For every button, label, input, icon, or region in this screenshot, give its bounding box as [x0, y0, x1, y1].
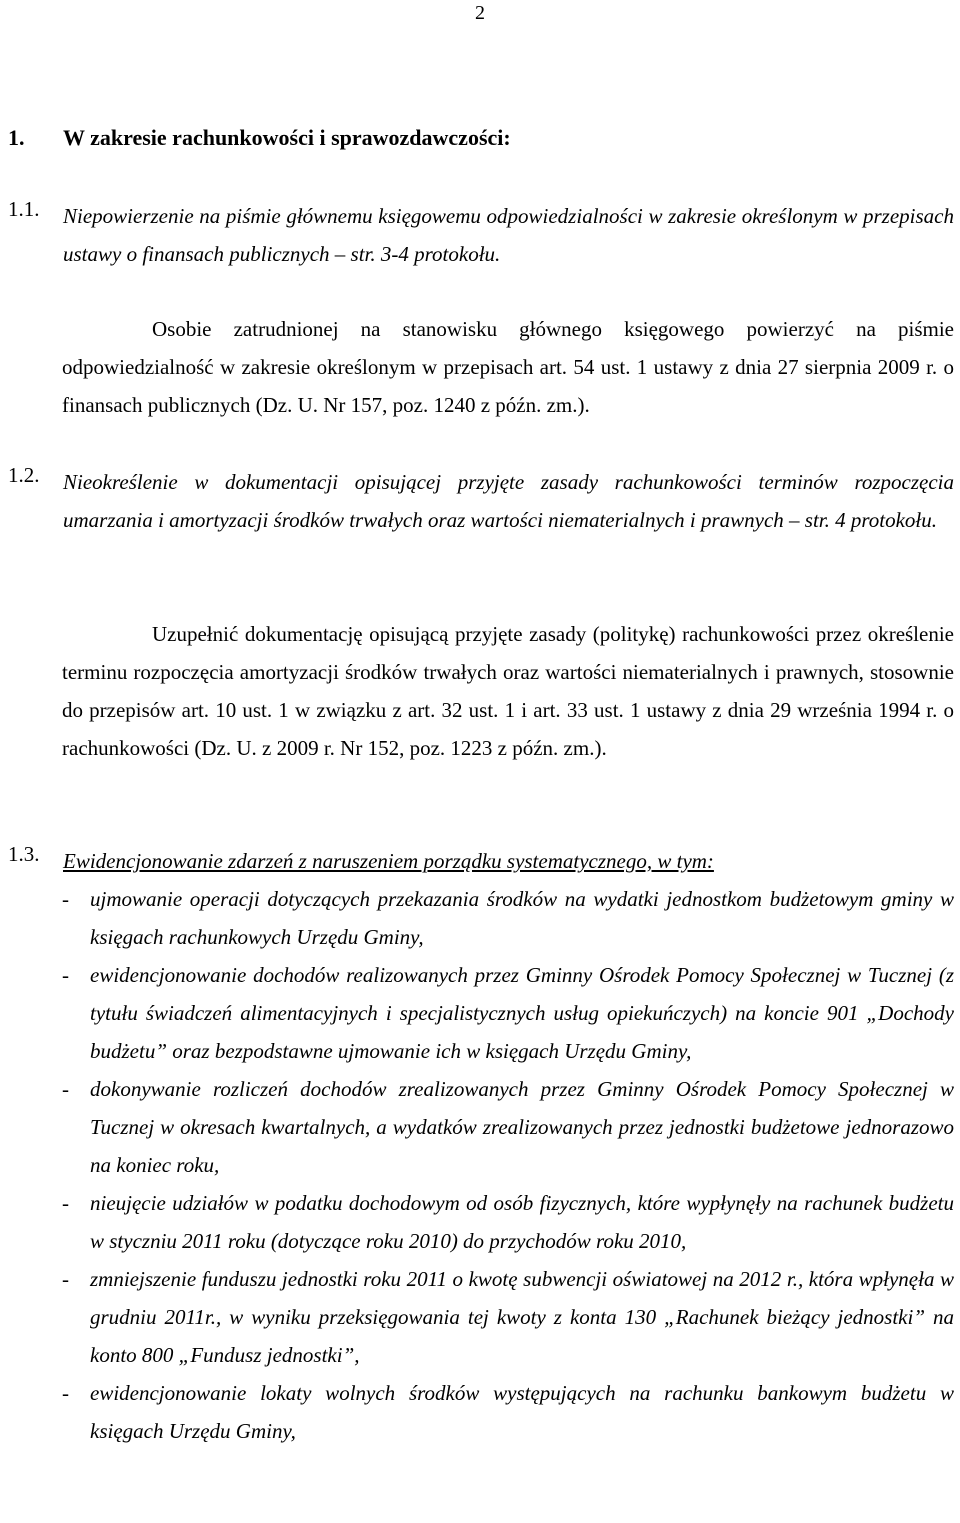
recommendation-1-1: Osobie zatrudnionej na stanowisku głównego księgowego powierzyć na piśmie odpowiedzialność w zakresie określonym w przepisach art. 54 ust. 1 ustawy z dnia 27 sierpnia 2009 r. o finansach publicznych (Dz. U. Nr 157, poz. 1240 z późn. zm.). — [62, 317, 954, 417]
finding-number: 1.3. — [8, 842, 40, 866]
recommendation-1-2: Uzupełnić dokumentację opisującą przyjęte zasady (politykę) rachunkowości przez określenie terminu rozpoczęcia amortyzacji środków trwałych oraz wartości niematerialnych i prawnych, stosownie do przepisów art. 10 ust. 1 w związku z art. 32 ust. 1 i art. 33 ust. 1 ustawy z dnia 29 września 1994 r. o rachunkowości (Dz. U. z 2009 r. Nr 152, poz. 1223 z późn. zm.). — [62, 622, 954, 760]
list-item: - zmniejszenie funduszu jednostki roku 2011 o kwotę subwencji oświatowej na 2012 r., która wpłynęła w grudniu 2011r., w wyniku przeksięgowania tej kwoty z konta 130 „Rachunek bieżący jednostki” na konto 800 „Fundusz jednostki”, — [62, 1267, 954, 1367]
section-number: 1. — [8, 125, 25, 150]
list-item: - ewidencjonowanie lokaty wolnych środków występujących na rachunku bankowym budżetu w księgach Urzędu Gminy, — [62, 1381, 954, 1443]
list-item: - ewidencjonowanie dochodów realizowanych przez Gminny Ośrodek Pomocy Społecznej w Tucznej (z tytułu świadczeń alimentacyjnych i specjalistycznych usług opiekuńczych) na koncie 901 „Dochody budżetu” oraz bezpodstawne ujmowanie ich w księgach Urzędu Gminy, — [62, 963, 954, 1063]
finding-1-3 — [8, 842, 954, 880]
list-item: - dokonywanie rozliczeń dochodów zrealizowanych przez Gminny Ośrodek Pomocy Społecznej w Tucznej w okresach kwartalnych, a wydatków zrealizowanych przez jednostki budżetowe jednorazowo na koniec roku, — [62, 1077, 954, 1177]
finding-1-1 — [8, 197, 954, 273]
finding-1-2 — [8, 463, 954, 539]
section-title: W zakresie rachunkowości i sprawozdawczości: — [63, 125, 511, 150]
finding-number: 1.2. — [8, 463, 40, 487]
list-item: - nieujęcie udziałów w podatku dochodowym od osób fizycznych, które wypłynęły na rachunek budżetu w styczniu 2011 roku (dotyczące roku 2010) do przychodów roku 2010, — [62, 1191, 954, 1253]
page-number: 2 — [475, 2, 485, 24]
violation-list — [62, 880, 954, 1450]
finding-text: Ewidencjonowanie zdarzeń z naruszeniem porządku systematycznego, w tym: — [63, 849, 714, 873]
section-heading — [8, 125, 954, 151]
list-item: - ujmowanie operacji dotyczących przekazania środków na wydatki jednostkom budżetowym gminy w księgach rachunkowych Urzędu Gminy, — [62, 887, 954, 949]
finding-number: 1.1. — [8, 197, 40, 221]
finding-text: Niepowierzenie na piśmie głównemu księgowemu odpowiedzialności w zakresie określonym w przepisach ustawy o finansach publicznych – str. 3-4 protokołu. — [63, 204, 954, 266]
finding-text: Nieokreślenie w dokumentacji opisującej przyjęte zasady rachunkowości terminów rozpoczęcia umarzania i amortyzacji środków trwałych oraz wartości niematerialnych i prawnych – str. 4 protokołu. — [63, 470, 954, 532]
